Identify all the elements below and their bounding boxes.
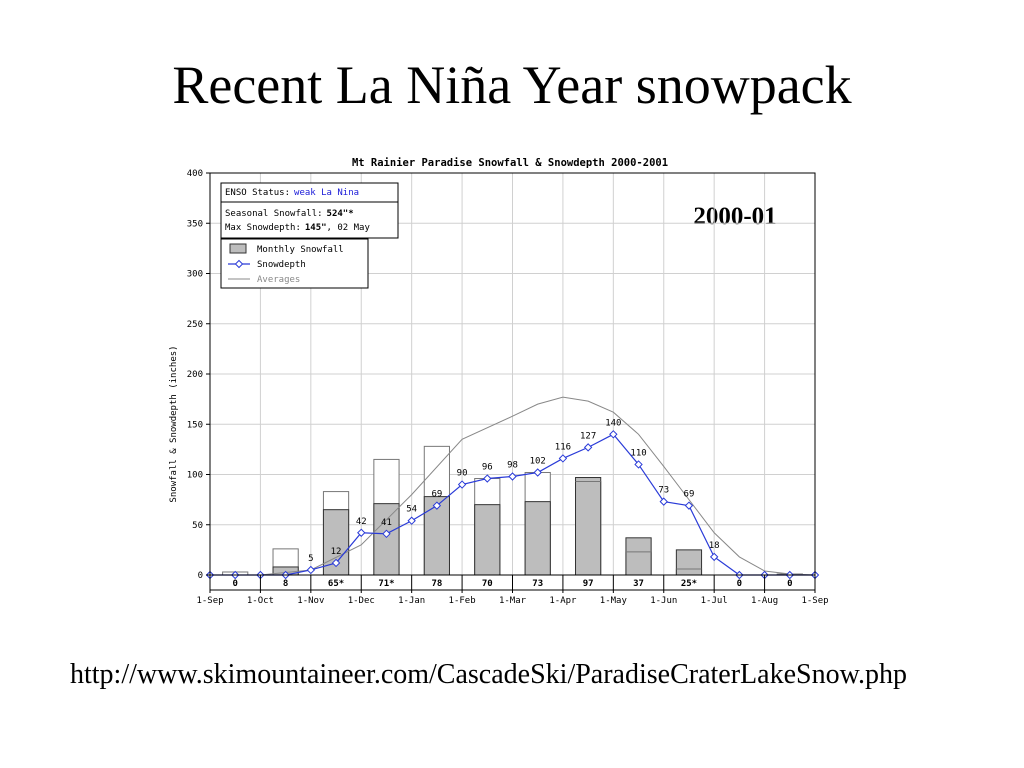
monthly-snowfall-label: 0 [736,579,743,589]
monthly-snowfall-label: 0 [232,579,238,589]
monthly-snowfall-label: 71* [378,579,395,589]
y-tick-label: 100 [186,470,203,481]
monthly-snowfall-label: 25* [680,579,698,589]
snowdepth-label: 54 [406,504,418,515]
snowfall-chart [150,148,850,618]
enso-status-value: weak La Nina [294,188,360,198]
slide-title: Recent La Niña Year snowpack [172,55,852,115]
x-tick-label: 1-Oct [246,596,274,606]
monthly-snowfall-bar [576,478,601,575]
seasonal-snowfall [225,209,354,219]
y-tick-label: 200 [186,370,203,380]
legend-label-snowdepth: Snowdepth [257,260,306,270]
snowdepth-label: 5 [308,553,314,564]
snowdepth-label: 127 [579,431,597,442]
enso-status-label: ENSO Status: [225,188,291,198]
x-tick-label: 1-Apr [549,596,577,606]
chart-title: Mt Rainier Paradise Snowfall & Snowdepth 2000-2001 [351,157,669,169]
x-tick-label: 1-Dec [347,596,375,606]
y-tick-label: 400 [186,169,203,179]
max-snowdepth [225,223,370,233]
monthly-snowfall-label: 37 [633,579,644,589]
monthly-snowfall-label: 78 [431,579,443,589]
annotation-year: 2000-01 [693,203,777,230]
legend-label-snowfall: Monthly Snowfall [257,245,344,255]
y-tick-label: 0 [197,571,203,581]
x-tick-label: 1-Feb [448,596,476,606]
monthly-snowfall-label: 97 [582,579,594,589]
snowdepth-label: 69 [683,489,695,500]
y-tick-label: 50 [192,520,203,531]
snowdepth-label: 69 [431,489,443,500]
snowdepth-label: 110 [630,448,647,459]
snowdepth-label: 73 [658,485,670,496]
y-tick-label: 250 [186,319,203,330]
snowdepth-label: 41 [381,517,392,528]
seasonal-snowfall-label: Seasonal Snowfall: [225,209,323,219]
monthly-snowfall-bar [626,538,651,575]
x-tick-label: 1-May [599,596,627,606]
max-snowdepth-label: Max Snowdepth: [225,223,301,233]
snowdepth-label: 12 [330,546,342,557]
x-tick-label: 1-Jan [398,596,426,606]
max-snowdepth-value: 145" [304,223,327,233]
x-tick-label: 1-Sep [196,596,224,606]
snowdepth-label: 140 [605,418,622,429]
x-tick-label: 1-Aug [751,596,779,606]
legend-label-averages: Averages [257,275,301,285]
y-tick-label: 150 [186,420,203,431]
x-tick-label: 1-Jul [700,596,728,606]
snowdepth-label: 42 [355,516,367,527]
seasonal-snowfall-value: 524"* [326,209,354,219]
monthly-snowfall-label: 8 [282,579,289,589]
snowdepth-label: 98 [507,460,518,471]
snowdepth-label: 96 [481,462,493,473]
max-snowdepth-date: , 02 May [326,223,370,233]
y-tick-label: 350 [186,219,203,230]
y-axis-label: Snowfall & Snowdepth (inches) [169,345,179,503]
monthly-snowfall-bar [676,550,701,575]
snowdepth-label: 102 [529,456,546,467]
monthly-snowfall-label: 65* [327,579,345,589]
source-url[interactable]: http://www.skimountaineer.com/CascadeSki/ParadiseCraterLakeSnow.php [70,659,907,690]
monthly-snowfall-label: 0 [787,579,793,589]
monthly-snowfall-label: 73 [532,579,544,589]
monthly-snowfall-bar [374,504,399,575]
x-tick-label: 1-Nov [297,596,325,606]
monthly-snowfall-label: 70 [481,579,493,589]
legend-swatch-bar [230,244,246,253]
y-tick-label: 300 [186,269,203,280]
snowdepth-label: 90 [456,468,468,479]
x-tick-label: 1-Sep [801,596,829,606]
monthly-snowfall-bar [525,502,550,575]
snowdepth-label: 116 [554,442,572,453]
x-tick-label: 1-Jun [650,596,678,606]
snowdepth-label: 18 [708,540,720,551]
x-tick-label: 1-Mar [498,596,527,606]
monthly-snowfall-bar [475,505,500,575]
